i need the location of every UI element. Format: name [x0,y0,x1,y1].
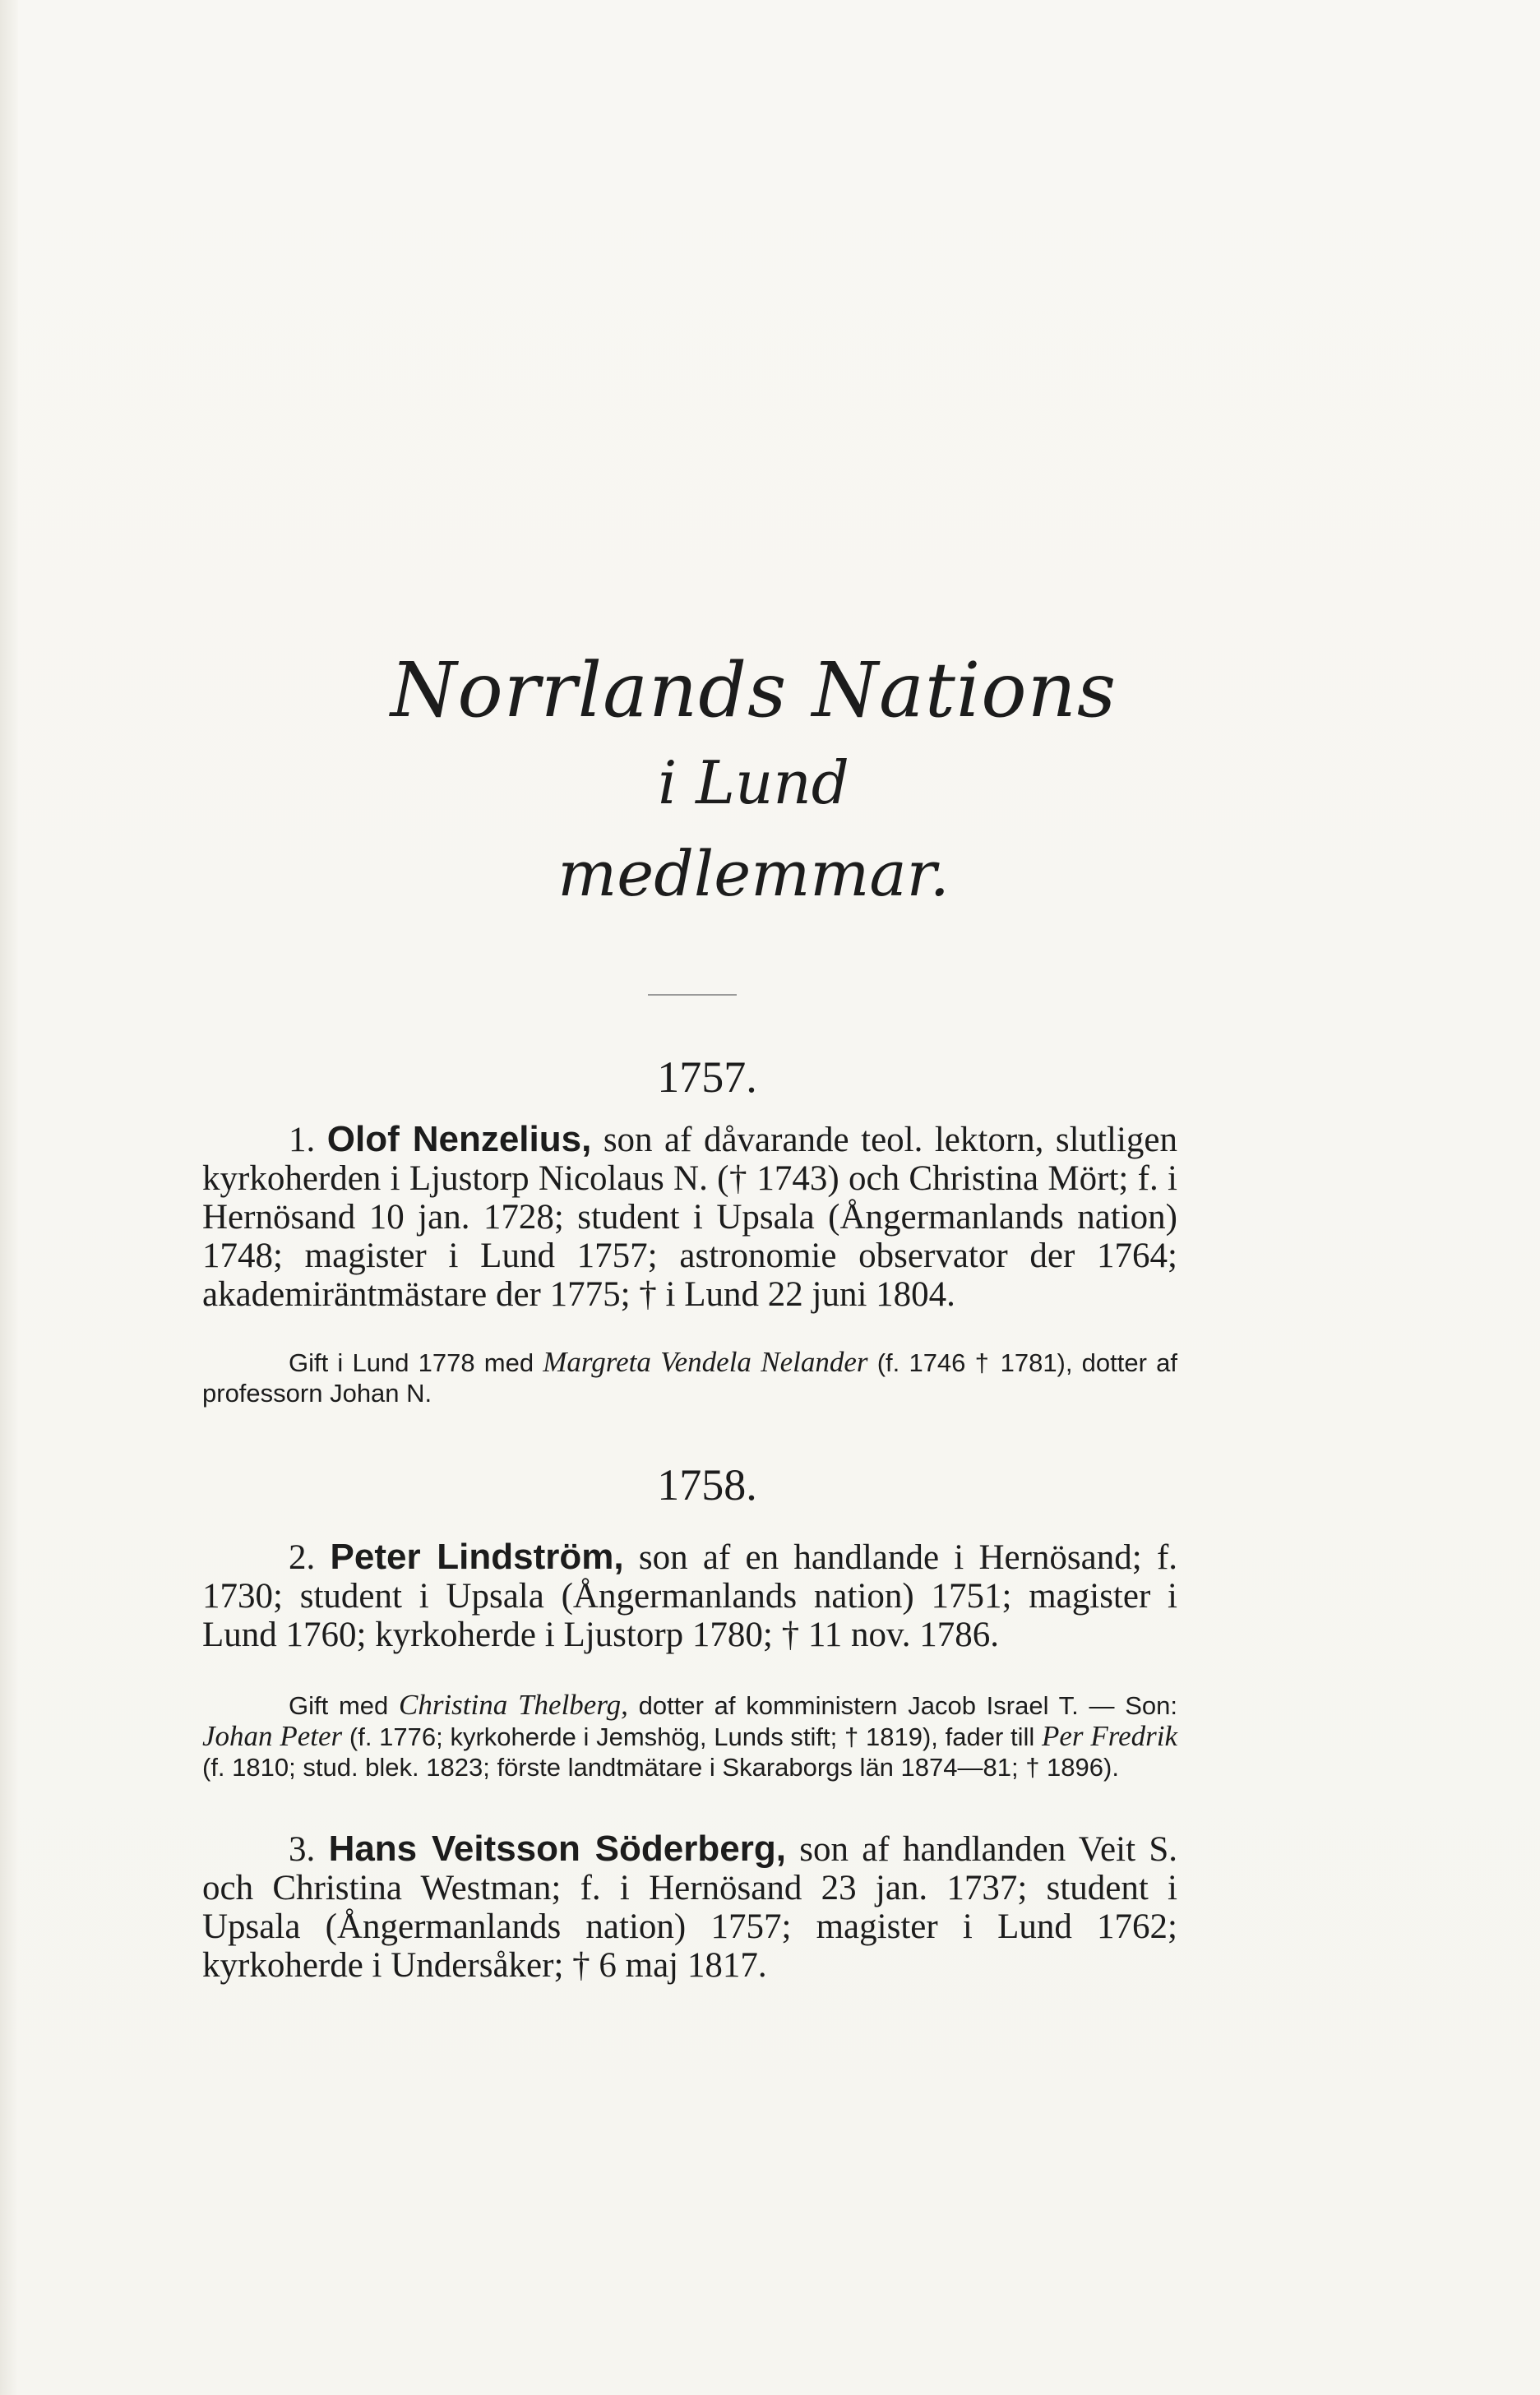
note-grandson-name: Per Fredrik [1042,1720,1178,1752]
title-line-2: i Lund [658,748,849,817]
note-text: (f. 1746 † 1781), dotter af professorn Johan N. [202,1348,1177,1408]
entry-note [202,1690,1177,1782]
member-entry [202,1537,1177,1654]
entry-number: 3. [289,1830,316,1869]
title-divider [648,994,737,996]
note-text: (f. 1810; stud. blek. 1823; förste landtmätare i Skaraborgs län 1874—81; † 1896). [202,1753,1119,1782]
entry-text: son af handlanden Veit S. och Christina Westman; f. i Hernösand 23 jan. 1737; student i Upsala (Ångermanlands nation) 1757; magister i Lund 1762; kyrkoherde i Undersåker; † 6 maj 1817. [202,1830,1177,1985]
year-heading-1758: 1758. [657,1460,757,1510]
note-spouse-name: Christina Thelberg, [398,1689,628,1721]
note-text: Gift i Lund 1778 med [289,1348,534,1377]
entry-number: 2. [289,1538,316,1577]
page-gutter-shadow [0,0,18,2395]
member-name: Peter Lindström, [330,1537,624,1577]
member-name: Hans Veitsson Söderberg, [328,1829,786,1869]
entry-number: 1. [289,1121,316,1159]
entry-note [202,1347,1177,1408]
title-line-1: Norrlands Nations [390,646,1117,734]
year-heading-1757: 1757. [657,1052,757,1102]
note-spouse-name: Margreta Vendela Nelander [543,1346,868,1378]
note-text: Gift med [289,1691,389,1720]
member-entry [202,1829,1177,1985]
member-entry [202,1120,1177,1314]
title-block [0,641,1540,921]
note-text: (f. 1776; kyrkoherde i Jemshög, Lunds stift; † 1819), fader till [349,1722,1035,1751]
note-text: dotter af komministern Jacob Israel T. — Son: [638,1691,1177,1720]
title-line-3: medlemmar. [557,837,950,910]
note-son-name: Johan Peter [202,1720,343,1752]
member-name: Olof Nenzelius, [326,1119,592,1159]
entry-text: son af dåvarande teol. lektorn, slutligen kyrkoherden i Ljustorp Nicolaus N. († 1743) och Christina Mört; f. i Hernösand 10 jan. 1728; student i Upsala (Ångermanlands nation) 1748; magister i Lund 1757; astronomie observator der 1764; akademiräntmästare der 1775; † i Lund 22 juni 1804. [202,1121,1178,1314]
entry-text: son af en handlande i Hernösand; f. 1730; student i Upsala (Ångermanlands nation) 1751; magister i Lund 1760; kyrkoherde i Ljustorp 1780; † 11 nov. 1786. [202,1538,1178,1654]
